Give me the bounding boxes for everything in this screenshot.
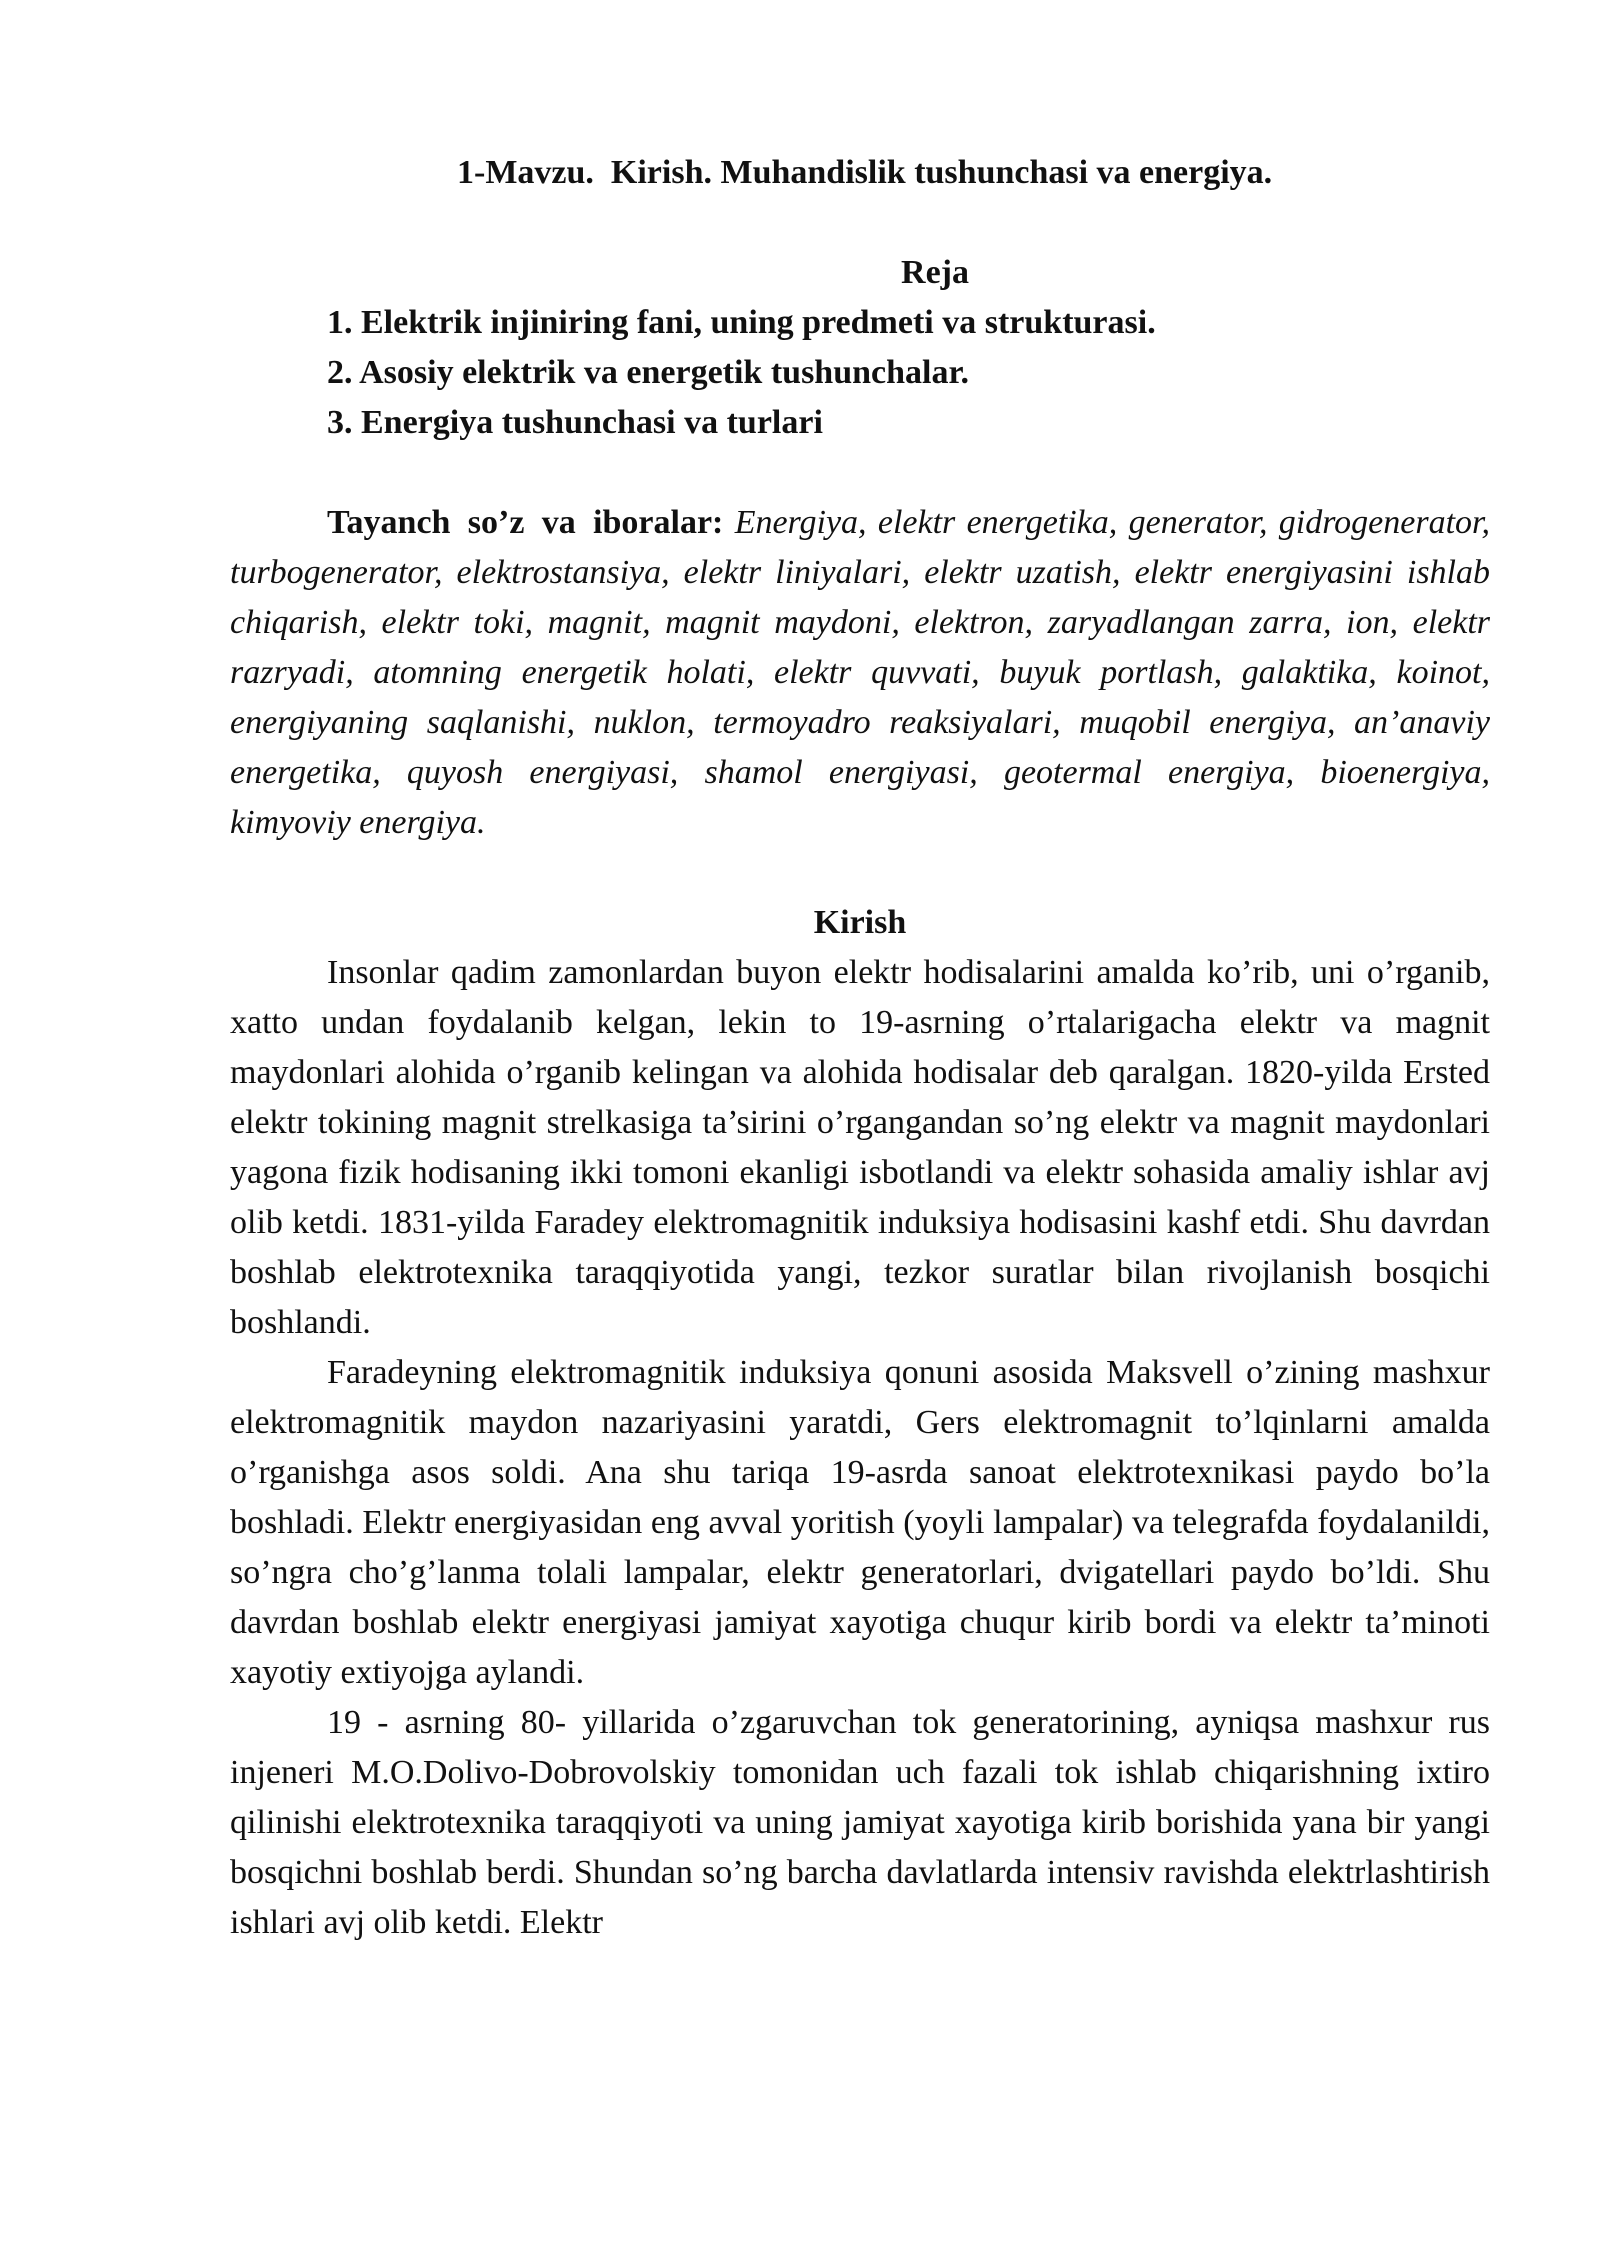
plan-item: 3. Energiya tushunchasi va turlari [327, 404, 823, 441]
body-paragraph: 19 - asrning 80- yillarida o’zgaruvchan tok generatorining, ayniqsa mashxur rus injeneri M.O.Dolivo-Dobrovolskiy tomonidan uch fazali tok ishlab chiqarishning ixtiro qilinishi elektrotexnika taraqqiyoti va uning jamiyat xayotiga kirib borishida yana bir yangi bosqichni boshlab berdi. Shundan so’ng barcha davlatlarda intensiv ravishda elektrlashtirish ishlari avj olib ketdi. Elektr [230, 1704, 1490, 1941]
document-body [230, 148, 1490, 1948]
body-paragraph: Faradeyning elektromagnitik induksiya qonuni asosida Maksvell o’zining mashxur elektromagnitik maydon nazariyasini yaratdi, Gers elektromagnit to’lqinlarni amalda o’rganishga asos soldi. Ana shu tariqa 19-asrda sanoat elektrotexnikasi paydo bo’la boshladi. Elektr energiyasidan eng avval yoritish (yoyli lampalar) va telegrafda foydalanildi, so’ngra cho’g’lanma tolali lampalar, elektr generatorlari, dvigatellari paydo bo’ldi. Shu davrdan boshlab elektr energiyasi jamiyat xayotiga chuqur kirib bordi va elektr ta’minoti xayotiy extiyojga aylandi. [230, 1354, 1490, 1691]
plan-item: 1. Elektrik injiniring fani, uning predmeti va strukturasi. [327, 304, 1156, 341]
body-paragraph: Insonlar qadim zamonlardan buyon elektr hodisalarini amalda ko’rib, uni o’rganib, xatto undan foydalanib kelgan, lekin to 19-asrning o’rtalarigacha elektr va magnit maydonlari alohida o’rganib kelingan va alohida hodisalar deb qaralgan. 1820-yilda Ersted elektr tokining magnit strelkasiga ta’sirini o’rgangandan so’ng elektr va magnit maydonlari yagona fizik hodisaning ikki tomoni ekanligi isbotlandi va elektr sohasida amaliy ishlar avj olib ketdi. 1831-yilda Faradey elektromagnitik induksiya hodisasini kashf etdi. Shu davrdan boshlab elektrotexnika taraqqiyotida yangi, tezkor suratlar bilan rivojlanish bosqichi boshlandi. [230, 954, 1490, 1341]
keywords-paragraph [230, 498, 1490, 848]
plan-item: 2. Asosiy elektrik va energetik tushunchalar. [327, 354, 969, 391]
intro-heading: Kirish [813, 904, 907, 941]
plan-list [230, 298, 1490, 448]
keywords-text: Energiya, elektr energetika, generator, gidrogenerator, turbogenerator, elektrostansiya, elektr liniyalari, elektr uzatish, elektr energiyasini ishlab chiqarish, elektr toki, magnit, magnit maydoni, elektron, zaryadlangan zarra, ion, elektr razryadi, atomning energetik holati, elektr quvvati, buyuk portlash, galaktika, koinot, energiyaning saqlanishi, nuklon, termoyadro reaksiyalari, muqobil energiya, an’anaviy energetika, quyosh energiyasi, shamol energiyasi, geotermal energiya, bioenergiya, kimyoviy energiya. [230, 504, 1490, 841]
page-title: 1-Mavzu. Kirish. Muhandislik tushunchasi va energiya. [457, 154, 1273, 191]
keywords-label: Tayanch so’z va iboralar: [327, 504, 724, 541]
plan-heading: Reja [901, 254, 969, 291]
